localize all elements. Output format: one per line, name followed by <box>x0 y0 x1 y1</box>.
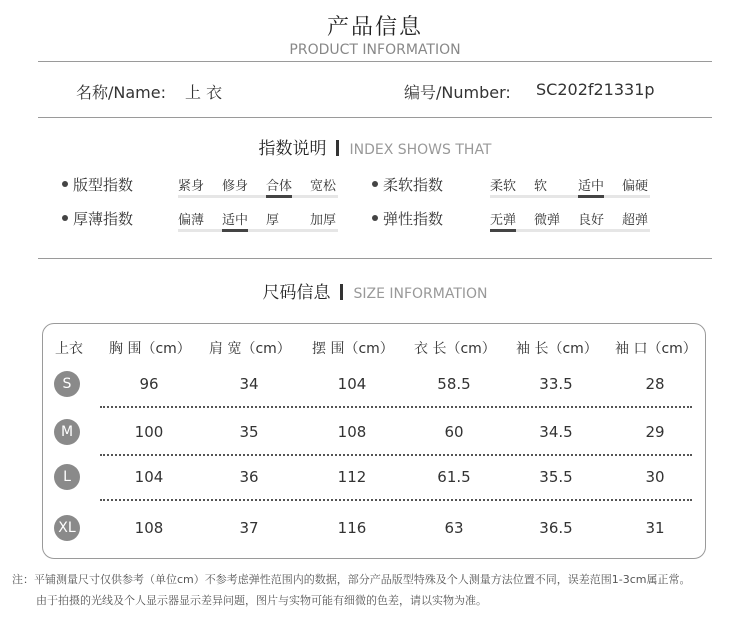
selected-underline <box>266 195 292 198</box>
table-header: 摆 围（cm） <box>312 341 394 357</box>
size-badge: M <box>54 419 80 445</box>
index-option: 修身 <box>222 179 249 194</box>
index-option: 宽松 <box>310 179 337 194</box>
title-separator <box>336 140 339 156</box>
index-label <box>62 208 133 229</box>
index-label-text: 版型指数 <box>73 176 134 194</box>
index-option: 微弹 <box>534 213 561 228</box>
table-cell: 108 <box>337 423 367 441</box>
table-header: 袖 长（cm） <box>516 341 598 357</box>
table-cell: 35.5 <box>539 468 573 486</box>
size-section-title <box>0 278 750 303</box>
name-value: 上 衣 <box>185 83 223 102</box>
table-cell: 29 <box>645 423 665 441</box>
index-option: 柔软 <box>490 179 517 194</box>
row-divider <box>100 406 692 408</box>
table-cell: 112 <box>337 468 367 486</box>
table-cell: 30 <box>645 468 665 486</box>
index-option: 良好 <box>578 213 605 228</box>
page-subtitle: PRODUCT INFORMATION <box>289 42 461 58</box>
index-label <box>372 208 443 229</box>
selected-underline <box>490 229 516 232</box>
index-option: 软 <box>534 179 548 194</box>
bullet-icon <box>372 181 378 187</box>
divider <box>38 258 712 259</box>
table-cell: 108 <box>134 519 164 537</box>
table-cell: 28 <box>645 375 665 393</box>
size-badge: XL <box>54 515 80 541</box>
selected-underline <box>222 229 248 232</box>
table-header: 袖 口（cm） <box>615 341 697 357</box>
size-badge: S <box>54 371 80 397</box>
row-divider <box>100 454 692 456</box>
table-cell: 96 <box>139 375 159 393</box>
divider <box>38 117 712 118</box>
row-divider <box>100 499 692 501</box>
table-cell: 60 <box>444 423 464 441</box>
table-cell: 36.5 <box>539 519 573 537</box>
index-section-title <box>0 134 750 159</box>
table-header: 衣 长（cm） <box>414 341 496 357</box>
index-title-cn: 指数说明 <box>258 139 327 159</box>
index-label-text: 柔软指数 <box>383 176 444 194</box>
index-options <box>490 175 666 199</box>
size-badge: L <box>54 464 80 490</box>
index-option-selected: 适中 <box>222 213 249 228</box>
index-options <box>490 209 666 233</box>
table-cell: 34 <box>239 375 259 393</box>
number-value: SC202f21331p <box>536 80 655 99</box>
index-option-selected: 适中 <box>578 179 605 194</box>
index-label <box>62 174 133 195</box>
note-line-1: 注：平铺测量尺寸仅供参考（单位cm）不参考虑弹性范围内的数据，部分产品版型特殊及个人测量方法位置不同，误差范围1-3cm属正常。 <box>12 573 691 586</box>
index-option: 加厚 <box>310 213 337 228</box>
index-options <box>178 175 354 199</box>
table-cell: 63 <box>444 519 464 537</box>
index-scale-track <box>178 195 338 198</box>
table-header-garment: 上衣 <box>55 341 83 357</box>
index-option-selected: 无弹 <box>490 213 517 228</box>
bullet-icon <box>62 215 68 221</box>
index-label-text: 厚薄指数 <box>73 210 134 228</box>
index-option-selected: 合体 <box>266 179 293 194</box>
divider <box>38 61 712 62</box>
table-cell: 35 <box>239 423 259 441</box>
index-option: 偏薄 <box>178 213 205 228</box>
index-label-text: 弹性指数 <box>383 210 444 228</box>
index-option: 超弹 <box>622 213 649 228</box>
title-separator <box>340 284 343 300</box>
index-option: 厚 <box>266 213 280 228</box>
table-cell: 104 <box>134 468 164 486</box>
table-cell: 100 <box>134 423 164 441</box>
bullet-icon <box>372 215 378 221</box>
size-title-cn: 尺码信息 <box>262 283 331 303</box>
index-scale-track <box>490 195 650 198</box>
table-cell: 58.5 <box>437 375 471 393</box>
bullet-icon <box>62 181 68 187</box>
index-option: 偏硬 <box>622 179 649 194</box>
table-cell: 33.5 <box>539 375 573 393</box>
index-options <box>178 209 354 233</box>
number-label: 编号/Number: <box>404 83 511 102</box>
index-title-en: INDEX SHOWS THAT <box>349 142 492 158</box>
table-cell: 104 <box>337 375 367 393</box>
table-cell: 31 <box>645 519 665 537</box>
index-scale-track <box>178 229 338 232</box>
table-header: 肩 宽（cm） <box>209 341 291 357</box>
selected-underline <box>578 195 604 198</box>
table-header: 胸 围（cm） <box>109 341 191 357</box>
table-cell: 36 <box>239 468 259 486</box>
index-option: 紧身 <box>178 179 205 194</box>
name-label: 名称/Name: <box>76 83 166 102</box>
size-title-en: SIZE INFORMATION <box>353 286 488 302</box>
table-cell: 61.5 <box>437 468 471 486</box>
note-line-2: 由于拍摄的光线及个人显示器显示差异问题，图片与实物可能有细微的色差，请以实物为准。 <box>36 594 487 607</box>
table-cell: 37 <box>239 519 259 537</box>
index-label <box>372 174 443 195</box>
table-cell: 34.5 <box>539 423 573 441</box>
table-cell: 116 <box>337 519 367 537</box>
page-title: 产品信息 <box>326 15 423 40</box>
